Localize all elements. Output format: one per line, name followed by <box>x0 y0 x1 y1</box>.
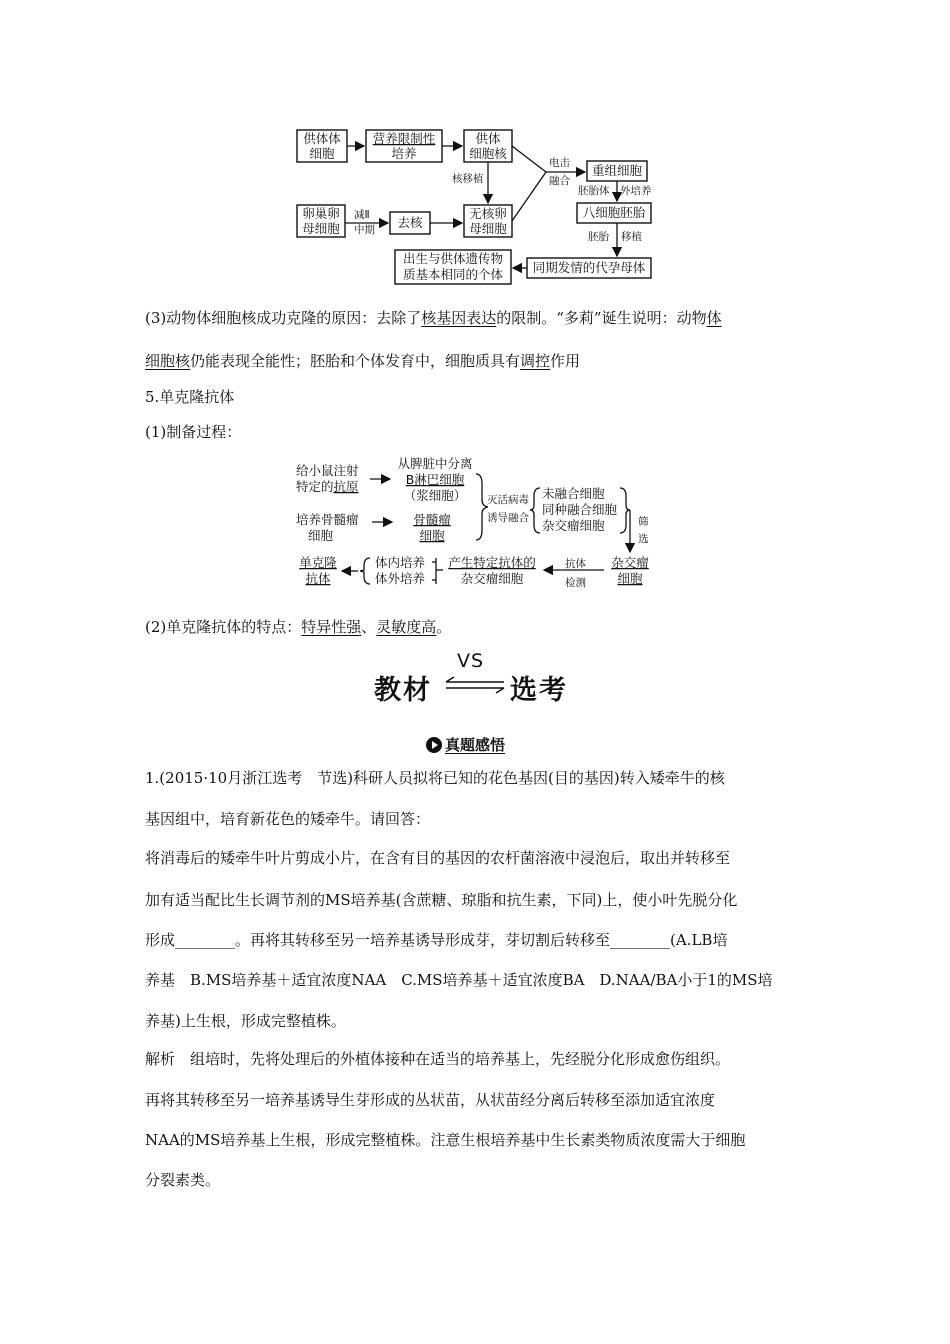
producing-line2: 杂交瘤细胞 <box>460 571 524 586</box>
text: 、 <box>361 618 377 636</box>
screen-label-2: 选 <box>638 533 649 545</box>
antibody-test-label-1: 抗体 <box>565 558 586 570</box>
result-hybridoma: 杂交瘤细胞 <box>542 518 605 533</box>
fusion-label-1: 灭活病毒 <box>487 494 529 506</box>
answer-blank: 灵敏度高 <box>376 618 437 636</box>
nutrient-limit-line1: 营养限制性 <box>372 131 436 146</box>
nutrient-limit-line2: 培养 <box>391 146 417 161</box>
answer-blank: 调控 <box>520 352 551 370</box>
nuclear-transfer-label: 核移植 <box>452 173 484 185</box>
offspring-line2: 质基本相同的个体 <box>402 267 504 282</box>
mab-line2: 抗体 <box>305 571 331 586</box>
donor-nucleus-line2: 细胞核 <box>469 146 507 161</box>
donor-cell-line1: 供体体 <box>303 131 341 146</box>
myeloma-line1: 骨髓瘤 <box>413 512 451 527</box>
embryo-transfer-label-2: 移植 <box>621 231 642 243</box>
answer-blank: 特异性强 <box>301 618 362 636</box>
meiosis-label-1: 减Ⅱ <box>354 209 370 221</box>
q1-line6: 养基 B.MS培养基＋适宜浓度NAA C.MS培养基＋适宜浓度BA D.NAA/BA小于1的MS培 <box>145 971 773 989</box>
section-5-2-line <box>145 617 810 637</box>
text: 。 <box>436 618 452 636</box>
q1-line2: 基因组中，培育新花色的矮牵牛。请回答： <box>145 810 431 828</box>
electric-fusion-label-2: 融合 <box>549 175 570 187</box>
analysis-line1: 解析 组培时，先将处理后的外植体接种在适当的培养基上，先经脱分化形成愈伤组织。 <box>145 1050 731 1068</box>
donor-nucleus-line1: 供体 <box>475 131 501 146</box>
myeloma-culture-line2: 细胞 <box>308 528 334 543</box>
analysis-line4: 分裂素类。 <box>145 1171 221 1189</box>
q1-line3: 将消毒后的矮牵牛叶片剪成小片，在含有目的基因的农杆菌溶液中浸泡后，取出并转移至 <box>145 849 731 867</box>
screen-label-1: 筛 <box>638 516 649 528</box>
antibody-test-label-2: 检测 <box>565 577 586 589</box>
meiosis-label-2: 中期 <box>354 224 375 236</box>
culture-in-vivo: 体内培养 <box>374 555 426 570</box>
q1-line5: 形成________。再将其转移至另一培养基诱导形成芽，芽切割后转移至________(A.LB培 <box>145 931 728 949</box>
para3-line2 <box>145 351 810 371</box>
q1-line7: 养基)上生根，形成完整植株。 <box>145 1012 346 1030</box>
eight-cell-embryo-box: 八细胞胚胎 <box>582 205 646 220</box>
banner-left-word: 教材 <box>374 675 432 706</box>
text: (3)动物体细胞核成功克隆的原因：去除了 <box>145 309 422 327</box>
spleen-line1: 从脾脏中分离 <box>397 456 473 471</box>
donor-cell-line2: 细胞 <box>309 146 335 161</box>
inject-line2: 特定的抗原 <box>296 479 359 494</box>
answer-blank: 核基因表达 <box>421 309 497 327</box>
hybridoma-line1: 杂交瘤 <box>611 555 649 570</box>
banner-vs: VS <box>457 650 485 672</box>
text: 的限制。“多莉”诞生说明：动物 <box>496 309 707 327</box>
culture-label-1: 胚胎体 <box>578 185 610 197</box>
hybridoma-line2: 细胞 <box>617 571 643 586</box>
section-5-1-heading: (1)制备过程： <box>145 423 242 441</box>
culture-label-2: 外培养 <box>620 185 652 197</box>
electric-fusion-label-1: 电击 <box>549 157 570 169</box>
answer-blank: 细胞核 <box>145 352 191 370</box>
myeloma-culture-line1: 培养骨髓瘤 <box>296 512 359 527</box>
oocyte-line2: 母细胞 <box>302 221 340 236</box>
text: 仍能表现全能性；胚胎和个体发育中，细胞质具有 <box>190 352 521 370</box>
text: (2)单克隆抗体的特点： <box>145 618 302 636</box>
q1-line1: 1.(2015·10月浙江选考 节选)科研人员拟将已知的花色基因(目的基因)转入矮牵牛的核 <box>145 769 725 787</box>
culture-in-vitro: 体外培养 <box>374 571 426 586</box>
oocyte-line1: 卵巢卵 <box>302 206 340 221</box>
recombinant-cell-box: 重组细胞 <box>591 163 643 178</box>
real-exam-heading <box>426 734 505 755</box>
enucleate-box: 去核 <box>397 215 423 230</box>
textbook-vs-exam-banner <box>370 650 580 710</box>
para3-line1 <box>145 308 810 328</box>
q1-line4: 加有适当配比生长调节剂的MS培养基(含蔗糖、琼脂和抗生素，下同)上，使小叶先脱分化 <box>145 891 738 909</box>
result-homo-fused: 同种融合细胞 <box>542 502 618 517</box>
play-icon <box>426 737 442 753</box>
analysis-line2: 再将其转移至另一培养基诱导生芽形成的丛状苗，从状苗经分离后转移至添加适宜浓度 <box>145 1091 716 1109</box>
producing-line1: 产生特定抗体的 <box>448 555 536 570</box>
banner-right-word: 选考 <box>510 675 568 706</box>
result-unfused: 未融合细胞 <box>542 486 605 501</box>
section-5-heading: 5.单克隆抗体 <box>145 388 235 406</box>
surrogate-mother-box: 同期发情的代孕母体 <box>532 260 646 275</box>
answer-blank: 体 <box>706 309 722 327</box>
inject-line1: 给小鼠注射 <box>296 463 359 478</box>
offspring-line1: 出生与供体遗传物 <box>402 251 504 266</box>
spleen-line3: （浆细胞） <box>403 488 467 503</box>
embryo-transfer-label-1: 胚胎 <box>588 231 609 243</box>
myeloma-line2: 细胞 <box>419 528 445 543</box>
text: 作用 <box>550 352 581 370</box>
fusion-label-2: 诱导融合 <box>487 512 529 524</box>
enucleated-oocyte-line2: 母细胞 <box>469 221 507 236</box>
analysis-line3: NAA的MS培养基上生根，形成完整植株。注意生根培养基中生长素类物质浓度需大于细胞 <box>145 1131 746 1149</box>
enucleated-oocyte-line1: 无核卵 <box>469 206 507 221</box>
double-arrow-icon <box>442 674 508 694</box>
spleen-line2: B淋巴细胞 <box>405 472 465 487</box>
heading-text: 真题感悟 <box>445 736 506 754</box>
monoclonal-antibody-diagram <box>0 450 950 610</box>
cloning-flow-diagram <box>0 0 950 300</box>
mab-line1: 单克隆 <box>299 555 337 570</box>
